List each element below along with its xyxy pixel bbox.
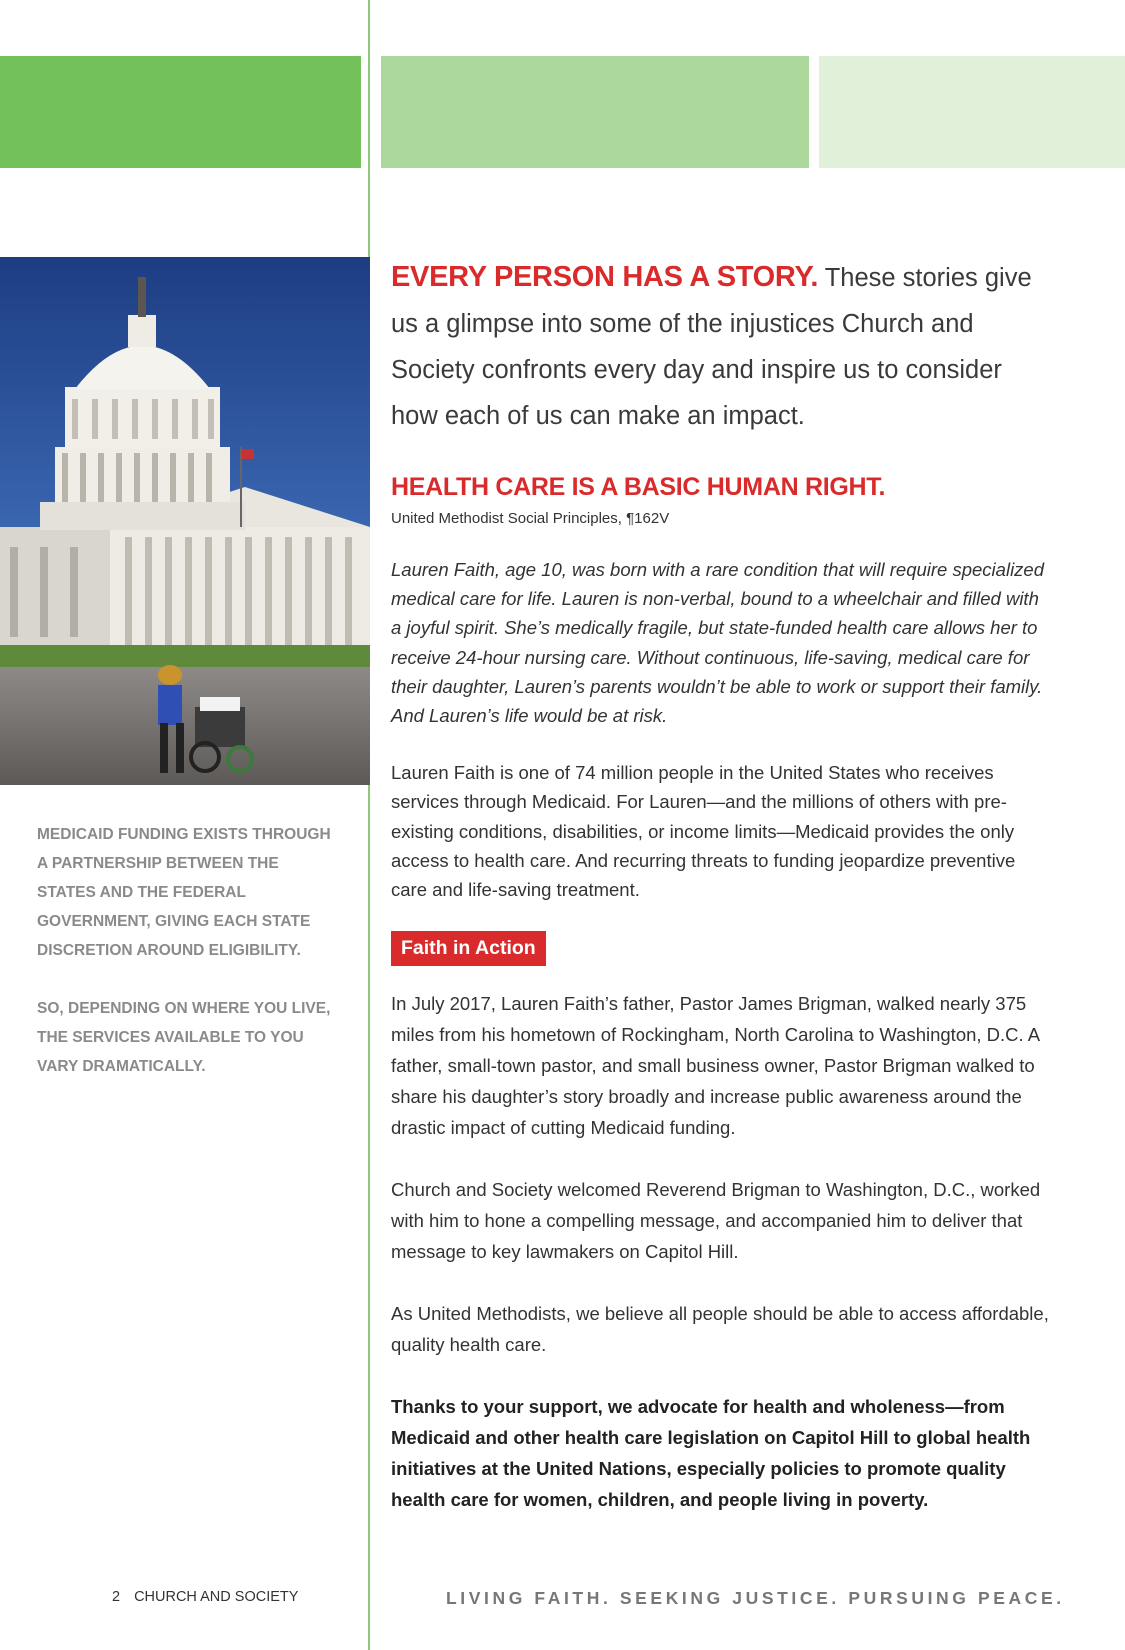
intro-text: These stories give us a glimpse into some of the injustices Church and Society confronts every day and inspire us to consider how each of us can make an impact. — [391, 264, 1032, 430]
sidebar-callout — [37, 820, 337, 1110]
story-paragraph: Lauren Faith, age 10, was born with a rare condition that will require specialized medical care for life. Lauren is non-verbal, bound to a wheelchair and filled with a joyful spirit. She’s medically fragile, but state-funded health care allows her to receive 24-hour nursing care. Without continuous, life-saving, medical care for their daughter, Lauren’s parents wouldn’t be able to work or support their family. And Lauren’s life would be at risk. — [391, 559, 1045, 727]
column-divider — [368, 0, 370, 1650]
faith-in-action-tag: Faith in Action — [391, 931, 546, 966]
faith-paragraph-3: As United Methodists, we believe all people should be able to access affordable, quality health care. — [391, 1303, 1049, 1356]
sidebar-paragraph-2: SO, DEPENDING ON WHERE YOU LIVE, THE SERVICES AVAILABLE TO YOU VARY DRAMATICALLY. — [37, 1000, 331, 1075]
closing-paragraph: Thanks to your support, we advocate for health and wholeness—from Medicaid and other health care legislation on Capitol Hill to global health initiatives at the United Nations, especially policies to promote quality health care for women, children, and people living in poverty. — [391, 1396, 1031, 1511]
sidebar-paragraph-1: MEDICAID FUNDING EXISTS THROUGH A PARTNERSHIP BETWEEN THE STATES AND THE FEDERAL GOVERNMENT, GIVING EACH STATE DISCRETION AROUND ELIGIBILITY. — [37, 826, 331, 959]
page-number: 2 — [112, 1589, 121, 1605]
faith-paragraph-2: Church and Society welcomed Reverend Brigman to Washington, D.C., worked with him to hone a compelling message, and accompanied him to deliver that message to key lawmakers on Capitol Hill. — [391, 1179, 1041, 1263]
section-source: United Methodist Social Principles, ¶162V — [391, 510, 670, 527]
header-bar-light-green — [819, 56, 1125, 168]
header-bar-dark-green — [0, 56, 361, 168]
faith-paragraph-1: In July 2017, Lauren Faith’s father, Pastor James Brigman, walked nearly 375 miles from his hometown of Rockingham, North Carolina to Washington, D.C. A father, small-town pastor, and small business owner, Pastor Brigman walked to share his daughter’s story broadly and increase public awareness around the drastic impact of cutting Medicaid funding. — [391, 993, 1040, 1139]
publication-name: CHURCH AND SOCIETY — [134, 1589, 299, 1605]
medicaid-paragraph: Lauren Faith is one of 74 million people in the United States who receives services through Medicaid. For Lauren—and the millions of others with pre-existing conditions, disabilities, or income limits—Medicaid provides the only access to health care. And recurring threats to funding jeopardize preventive care and life-saving treatment. — [391, 762, 1016, 901]
intro-lead: EVERY PERSON HAS A STORY. — [391, 261, 819, 293]
section-heading: HEALTH CARE IS A BASIC HUMAN RIGHT. — [391, 473, 886, 501]
footer-folio — [112, 1589, 312, 1605]
main-column — [391, 254, 1051, 1515]
capitol-photo — [0, 257, 370, 785]
intro-paragraph — [391, 254, 1051, 439]
header-bar-mid-green — [381, 56, 809, 168]
footer-tagline: LIVING FAITH. SEEKING JUSTICE. PURSUING PEACE. — [446, 1588, 1065, 1608]
